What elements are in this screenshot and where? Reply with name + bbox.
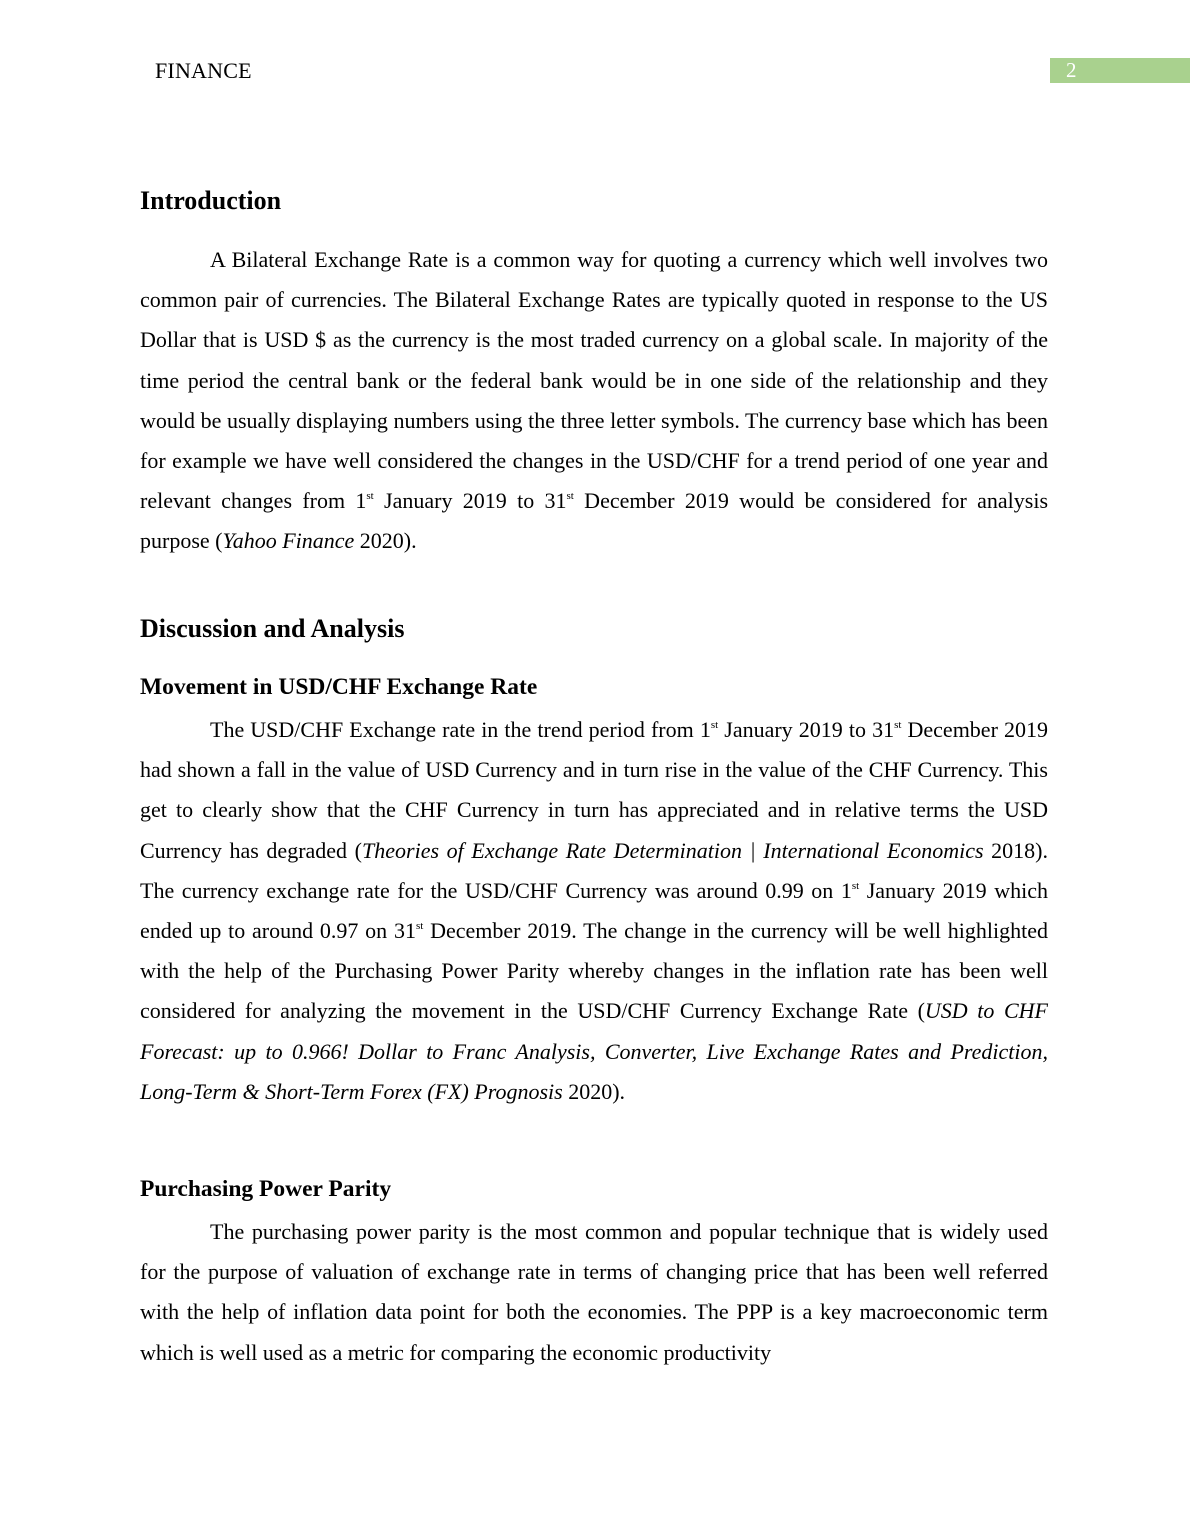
ppp-paragraph: The purchasing power parity is the most common and popular technique that is widely used for the purpose of valuation of exchange rate in terms of changing price that has been well referred with the help of inflation data point for both the economies. The PPP is a key macroeconomic term which is well used as a metric for comparing the economic productivity — [140, 1219, 1048, 1365]
ppp-heading: Purchasing Power Parity — [140, 1176, 392, 1202]
citation: Theories of Exchange Rate Determination | International Economics — [362, 837, 984, 863]
header-title: FINANCE — [155, 58, 252, 83]
text-run: 2020). — [354, 528, 417, 554]
movement-paragraph — [140, 710, 1048, 1112]
citation: Yahoo Finance — [222, 528, 355, 554]
text-run: December 2019. The change in the currency will be well highlighted with the help of the Purchasing Power Parity whereby changes in the inflation rate has been well considered for analyzing the movement in the USD/CHF Currency Exchange Rate ( — [140, 918, 1049, 1024]
superscript: st — [366, 490, 374, 503]
superscript: st — [851, 879, 860, 892]
discussion-heading: Discussion and Analysis — [140, 614, 405, 643]
superscript: st — [894, 719, 902, 731]
text-run: 2018). The currency exchange rate for the USD/CHF Currency was around 0.99 on 1 — [140, 837, 1048, 903]
text-run: December 2019 would be considered for analysis purpose ( — [140, 488, 1049, 554]
citation: USD to CHF Forecast: up to 0.966! Dollar to Franc Analysis, Converter, Live Exchange Rates and Prediction, Long-Term & Short-Term Forex (FX) Prognosis — [140, 998, 1048, 1104]
text-run: The USD/CHF Exchange rate in the trend period from 1 — [210, 717, 711, 742]
text-run: January 2019 which ended up to around 0.97 on 31 — [140, 877, 1048, 944]
text-run: 2020). — [562, 1078, 626, 1104]
superscript: st — [415, 920, 424, 933]
text-run: January 2019 to 31 — [373, 488, 567, 514]
superscript: st — [566, 490, 574, 503]
introduction-heading: Introduction — [140, 186, 282, 215]
page-number: 2 — [1050, 58, 1190, 83]
text-run: A Bilateral Exchange Rate is a common way for quoting a currency which well involves two common pair of currencies. The Bilateral Exchange Rates are typically quoted in response to the US Dollar that is USD $ as the currency is the most traded currency on a global scale. In majority of the time period the central bank or the federal bank would be in one side of the relationship and they would be usually displaying numbers using the three letter symbols. The currency base which has been for example we have well considered the changes in the USD/CHF for a trend period of one year and relevant changes from 1 — [140, 247, 1048, 514]
movement-heading: Movement in USD/CHF Exchange Rate — [140, 674, 538, 700]
superscript: st — [710, 719, 719, 731]
text-run: December 2019 had shown a fall in the value of USD Currency and in turn rise in the value of the CHF Currency. This get to clearly show that the CHF Currency in turn has appreciated and in relative terms the USD Currency has degraded ( — [140, 717, 1048, 863]
introduction-paragraph — [140, 240, 1048, 562]
text-run: January 2019 to 31 — [718, 717, 895, 742]
